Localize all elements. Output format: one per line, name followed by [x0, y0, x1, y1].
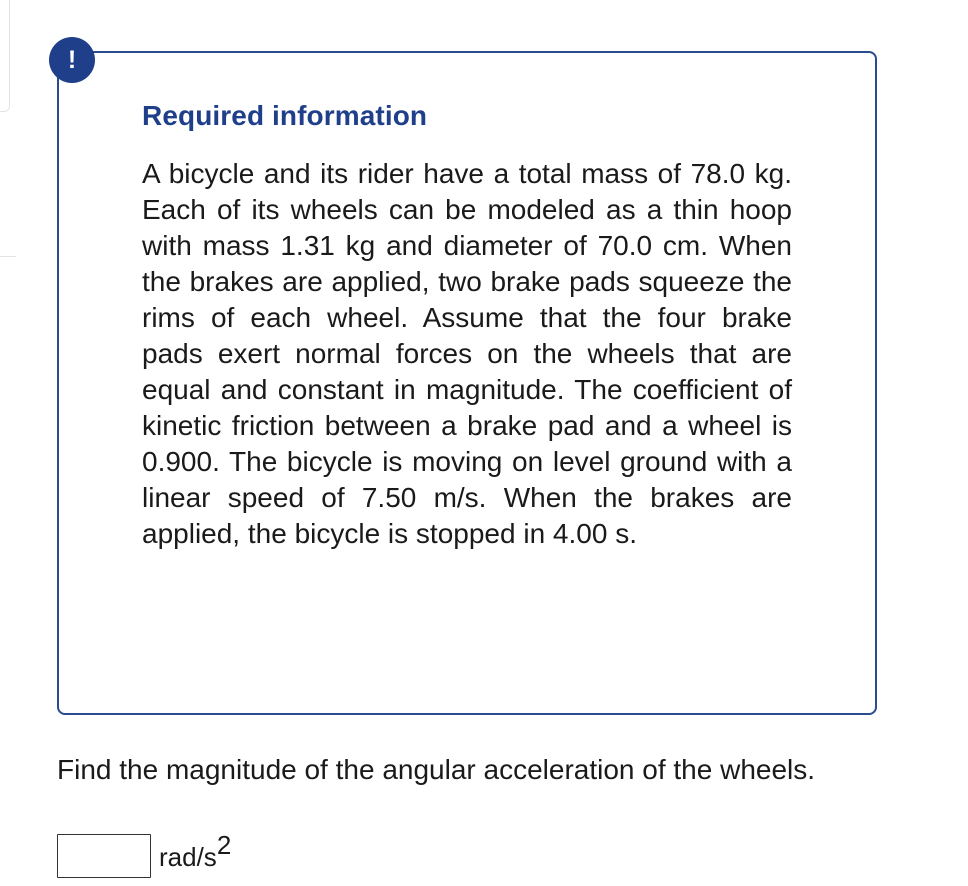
unit-label [159, 830, 232, 872]
unit-base: rad/s [159, 842, 217, 872]
unit-exponent: 2 [216, 830, 232, 860]
exclamation-glyph: ! [67, 46, 77, 74]
question-prompt: Find the magnitude of the angular acceleration of the wheels. [57, 754, 816, 785]
info-title: Required information [142, 100, 428, 131]
previous-panel-edge [0, 0, 10, 112]
problem-statement: A bicycle and its rider have a total mass of 78.0 kg. Each of its wheels can be modeled as a thin hoop with mass 1.31 kg and diameter of 70.0 cm. When the brakes are applied, two brake pads squeeze the rims of each wheel. Assume that the four brake pads exert normal forces on the wheels that are equal and constant in magnitude. The coefficient of kinetic friction between a brake pad and a wheel is 0.900. The bicycle is moving on level ground with a linear speed of 7.50 m/s. When the brakes are applied, the bicycle is stopped in 4.00 s. [142, 158, 792, 549]
panel-divider [0, 256, 16, 257]
exclamation-icon [49, 37, 95, 83]
answer-input[interactable] [57, 834, 151, 878]
answer-row [57, 832, 231, 878]
